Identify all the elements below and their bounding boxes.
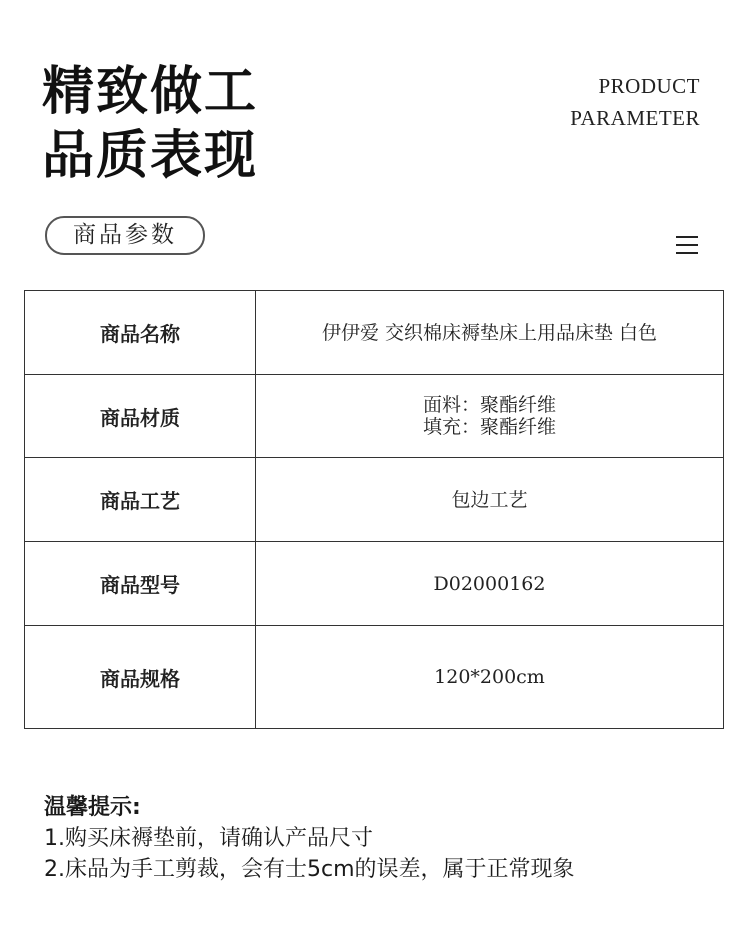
- tips-section: [44, 792, 575, 885]
- row-value: [256, 291, 724, 375]
- row-label: 商品规格: [25, 626, 256, 729]
- product-parameter-heading: [570, 70, 700, 134]
- row-value-line: D02000162: [433, 572, 546, 595]
- row-label: 商品型号: [25, 542, 256, 626]
- row-value-line: 填充：聚酯纤维: [422, 416, 556, 438]
- row-label: 商品名称: [25, 291, 256, 375]
- row-value-line: 120*200cm: [434, 666, 545, 688]
- title-line-2: 品质表现: [42, 125, 259, 186]
- menu-icon-bar: [676, 244, 698, 246]
- table-row: [25, 458, 724, 542]
- row-value-line: 包边工艺: [451, 488, 528, 511]
- row-value-line: 面料：聚酯纤维: [422, 394, 556, 416]
- menu-icon-bar: [676, 252, 698, 254]
- tips-title: 温馨提示:: [44, 795, 141, 820]
- table-row: [25, 626, 724, 729]
- subtitle-line-2: PARAMETER: [570, 106, 700, 130]
- row-value: [256, 458, 724, 542]
- tip-line: 1.购买床褥垫前，请确认产品尺寸: [44, 826, 373, 851]
- row-value: [256, 542, 724, 626]
- table-row: [25, 291, 724, 375]
- page-title: [42, 60, 258, 188]
- table-row: [25, 542, 724, 626]
- spec-table: [24, 290, 724, 729]
- menu-icon-bar: [676, 236, 698, 238]
- row-value-line: 伊伊爱 交织棉床褥垫床上用品床垫 白色: [321, 321, 658, 344]
- menu-icon: [676, 236, 698, 254]
- subtitle-line-1: PRODUCT: [598, 74, 700, 98]
- row-label: 商品工艺: [25, 458, 256, 542]
- table-row: [25, 375, 724, 458]
- title-line-1: 精致做工: [42, 61, 259, 122]
- row-value: [256, 626, 724, 729]
- row-label: 商品材质: [25, 375, 256, 458]
- row-value: [256, 375, 724, 458]
- section-label-pill: 商品参数: [45, 216, 205, 255]
- tip-line: 2.床品为手工剪裁，会有士5cm的误差，属于正常现象: [44, 857, 575, 882]
